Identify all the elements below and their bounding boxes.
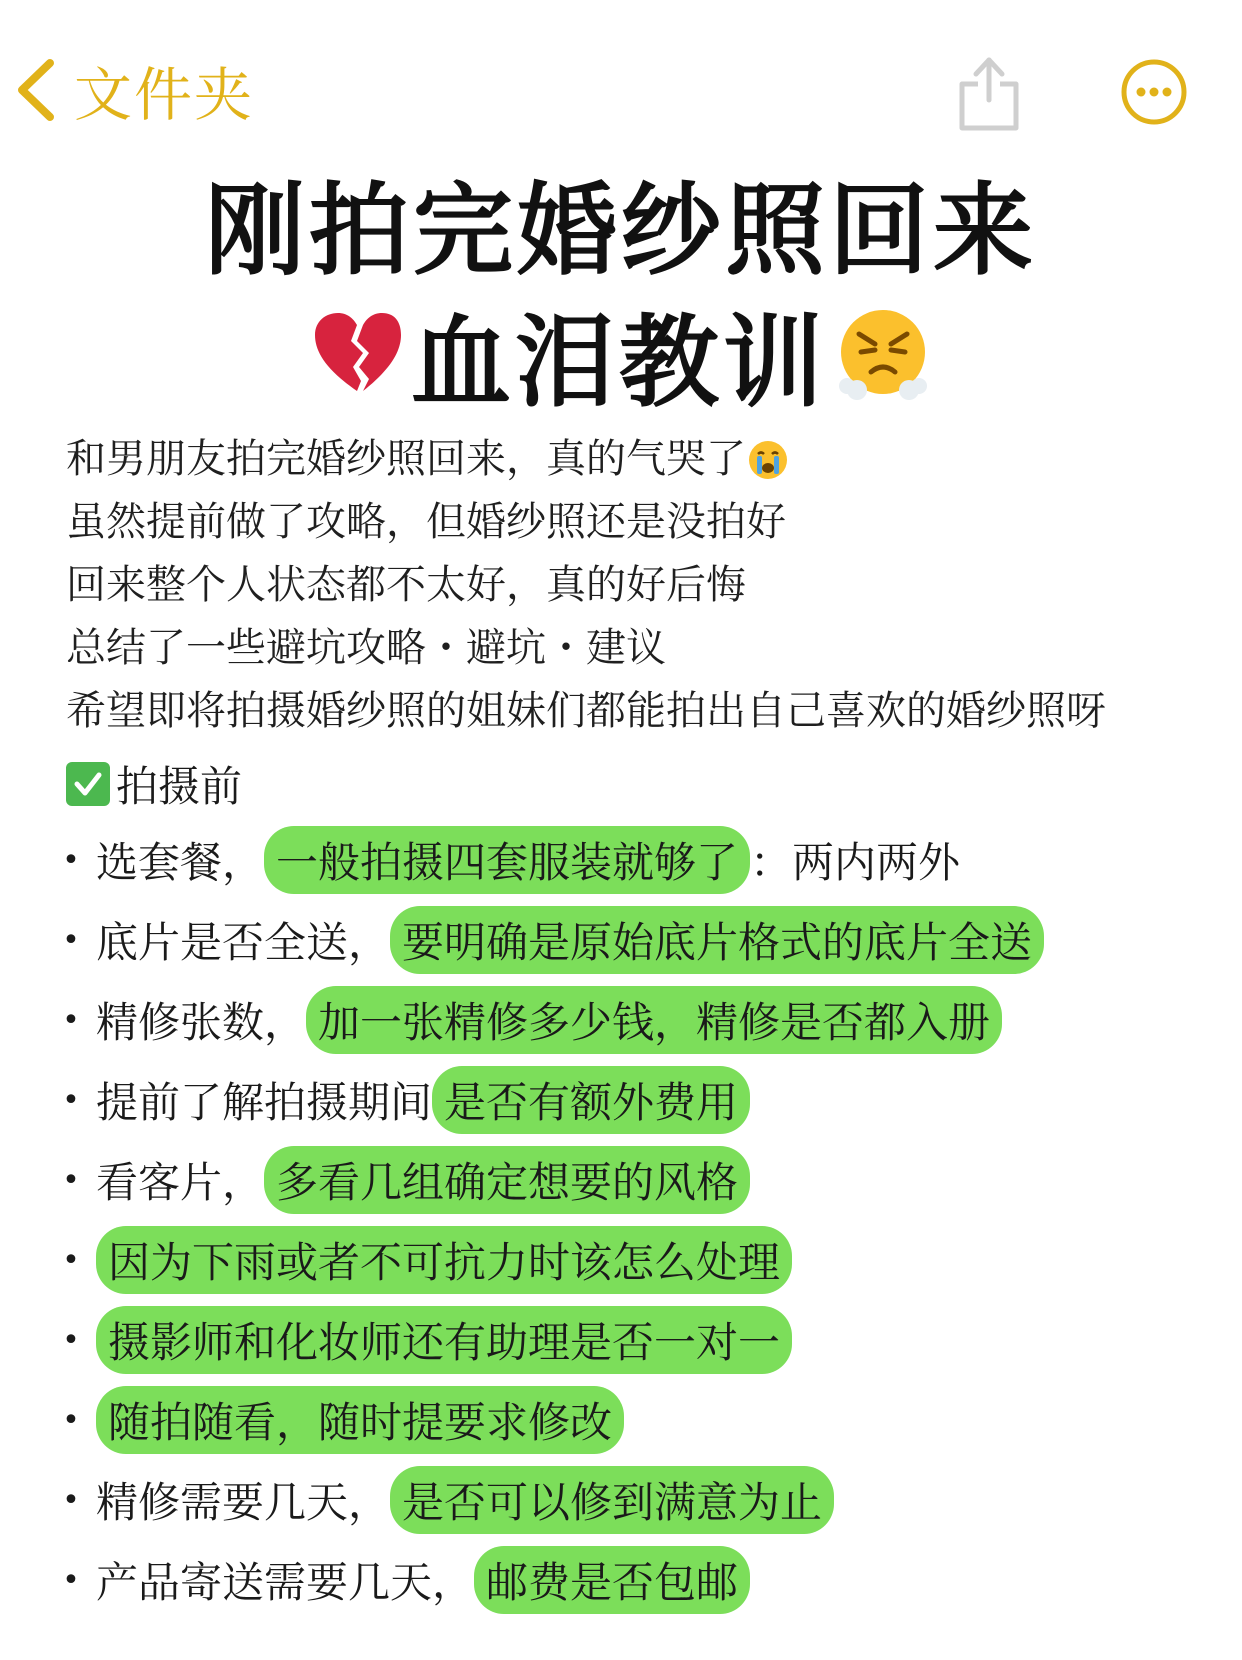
item-highlight: 一般拍摄四套服装就够了	[264, 826, 750, 894]
item-highlight: 加一张精修多少钱，精修是否都入册	[306, 986, 1002, 1054]
intro-line-text: 和男朋友拍完婚纱照回来，真的气哭了	[66, 436, 746, 482]
item-highlight: 随拍随看，随时提要求修改	[96, 1386, 624, 1454]
checklist	[60, 820, 1044, 1620]
item-highlight: 是否有额外费用	[432, 1066, 750, 1134]
intro-text	[66, 428, 1106, 743]
intro-line: 总结了一些避坑攻略・避坑・建议	[66, 625, 666, 671]
section-label: 拍摄前	[116, 762, 243, 811]
item-highlight: 摄影师和化妆师还有助理是否一对一	[96, 1306, 792, 1374]
intro-line: 回来整个人状态都不太好，真的好后悔	[66, 562, 746, 608]
page-title-text: 血泪教训	[411, 304, 827, 421]
list-item	[60, 980, 1044, 1060]
bullet: •	[62, 1242, 80, 1278]
bullet: •	[62, 1082, 80, 1118]
bullet: •	[62, 1162, 80, 1198]
share-icon[interactable]	[954, 48, 1024, 132]
chevron-left-icon	[12, 55, 62, 125]
page-title-line2	[0, 282, 1242, 426]
list-item	[60, 1540, 1044, 1620]
list-item	[60, 1140, 1044, 1220]
intro-line: 虽然提前做了攻略，但婚纱照还是没拍好	[66, 499, 786, 545]
bullet: •	[62, 1322, 80, 1358]
list-item	[60, 820, 1044, 900]
list-item	[60, 900, 1044, 980]
more-icon[interactable]	[1120, 58, 1188, 126]
list-item	[60, 1220, 1044, 1300]
item-highlight: 邮费是否包邮	[474, 1546, 750, 1614]
list-item	[60, 1300, 1044, 1380]
bullet: •	[62, 842, 80, 878]
bullet: •	[62, 1002, 80, 1038]
broken-heart-icon	[311, 311, 403, 397]
item-text: 产品寄送需要几天，	[96, 1558, 475, 1607]
item-text: 选套餐，	[96, 838, 265, 887]
item-text-after: ：两内两外	[750, 838, 961, 887]
intro-line	[66, 428, 1106, 491]
back-button[interactable]	[12, 48, 254, 132]
item-text: 底片是否全送，	[96, 918, 391, 967]
item-highlight: 要明确是原始底片格式的底片全送	[390, 906, 1044, 974]
check-mark-icon	[66, 762, 110, 806]
item-text: 精修张数，	[96, 998, 307, 1047]
bullet: •	[62, 922, 80, 958]
list-item	[60, 1060, 1044, 1140]
back-label: 文件夹	[74, 61, 255, 129]
navigation-bar	[0, 0, 1242, 150]
list-item	[60, 1460, 1044, 1540]
item-highlight: 因为下雨或者不可抗力时该怎么处理	[96, 1226, 792, 1294]
item-text: 提前了解拍摄期间	[96, 1078, 433, 1127]
intro-line: 希望即将拍摄婚纱照的姐妹们都能拍出自己喜欢的婚纱照呀	[66, 688, 1106, 734]
crying-face-icon	[746, 438, 790, 482]
bullet: •	[62, 1482, 80, 1518]
item-text: 精修需要几天，	[96, 1478, 391, 1527]
item-highlight: 多看几组确定想要的风格	[264, 1146, 750, 1214]
page-title-line1: 刚拍完婚纱照回来	[205, 172, 1037, 289]
bullet: •	[62, 1562, 80, 1598]
section-heading	[66, 754, 242, 814]
steam-face-icon	[835, 306, 931, 402]
list-item	[60, 1380, 1044, 1460]
bullet: •	[62, 1402, 80, 1438]
item-text: 看客片，	[96, 1158, 265, 1207]
item-highlight: 是否可以修到满意为止	[390, 1466, 834, 1534]
